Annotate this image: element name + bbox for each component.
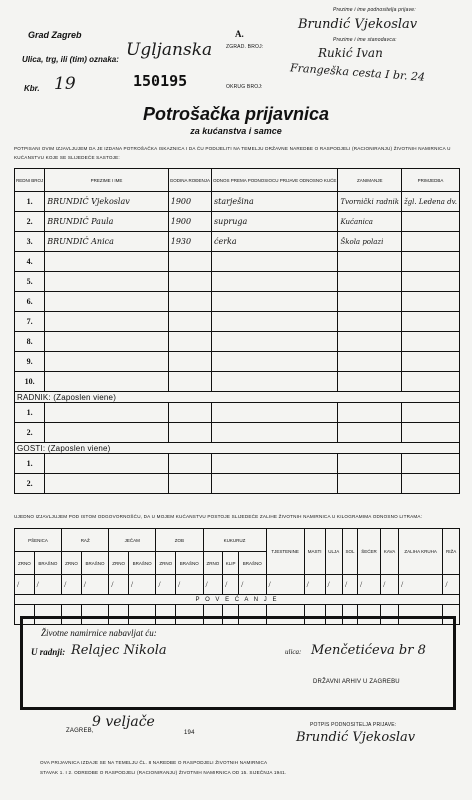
- person-relation: starješina: [212, 192, 338, 212]
- intro-text: POTPISANI OVIM IZJAVLJUJEM DA JE IZDANA POTROŠAČKA ISKAZNICA I DA ĆU PODIJELITI NA TEMELJU DRŽAVNE NAREDBE O RASPODJELI (RACIONIRANJU) ŽIVOTNIH NAMIRNICA U KUĆANSTVU KOJE SE SLIJEDEĆE SASTOJE:: [14, 146, 451, 160]
- person-row: [15, 352, 460, 372]
- street-label: Ulica, trg, ili (tim) oznaka:: [22, 55, 119, 64]
- stock-subheader: BRAŠNO: [176, 552, 203, 575]
- stock-header: RAŽ: [62, 529, 109, 552]
- house-no-label: Kbr.: [24, 84, 40, 93]
- section-a: A.: [235, 29, 244, 39]
- stock-increase-label: P O V E Ć A N J E: [15, 595, 460, 605]
- street-value: Ugljanska: [126, 40, 213, 60]
- shop-value: Relajec Nikola: [71, 643, 167, 658]
- person-name: BRUNDIĆ Paula: [45, 212, 168, 232]
- shop-label: U radnji:: [31, 647, 66, 657]
- stock-subheader: BRAŠNO: [128, 552, 155, 575]
- row-number: 7.: [15, 312, 45, 332]
- stock-header: SOL: [343, 529, 358, 575]
- stock-header: KAVA: [381, 529, 399, 575]
- address-handwritten: Frangeška cesta I br. 24: [289, 61, 426, 84]
- person-note: [401, 212, 459, 232]
- stock-header: ZOB: [156, 529, 203, 552]
- col-occupation: ZANIMANJE: [338, 169, 402, 192]
- row-number: 2.: [15, 212, 45, 232]
- person-row: [15, 232, 460, 252]
- city-label: Grad Zagreb: [28, 30, 82, 40]
- stock-header: RIŽA: [443, 529, 460, 575]
- form-title: Potrošačka prijavnica: [142, 104, 330, 124]
- stock-subheader: ZRNO: [203, 552, 223, 575]
- worker-section-label: RADNIK: (Zaposlen viene): [15, 392, 460, 403]
- stock-subheader: ZRNO: [109, 552, 129, 575]
- person-name: BRUNDIĆ Anica: [45, 232, 168, 252]
- landlord-label: Prezime i ime stanodavca:: [333, 37, 397, 43]
- year-suffix: 194: [184, 730, 195, 736]
- row-number: 5.: [15, 272, 45, 292]
- stock-statement: UJEDNO IZJAVLJUJEM POD ISTOM ODGOVORNOŠĆU, DA U MOJEM KUĆANSTVU POSTOJE SLIJEDEĆE ZALIHE ŽIVOTNIH NAMIRNICA U KILOGRAMIMA ODNOSNO LITRAMA:: [14, 514, 423, 519]
- person-occupation: Tvornički radnik: [338, 192, 402, 212]
- row-number: 8.: [15, 332, 45, 352]
- holder-label: Prezime i ime podnositelja prijave:: [333, 7, 416, 13]
- signature-label: POTPIS PODNOSITELJA PRIJAVE:: [310, 722, 397, 728]
- stock-table: PŠENICA RAŽ JEČAM ZOB KUKURUZ TJESTENINE MASTI ULJA SOL ŠEĆER KAVA ZALIHA KRUHA RIŽA ZRNO BRAŠNO ZRNO BRAŠNO ZRNO BRAŠNO ZRNO BRAŠNO ZRNO KLIP BRAŠNO / / / / / / / / / / / / / / / / / / / P O V E Ć A N J E: [14, 528, 460, 625]
- archive-stamp: DRŽAVNI ARHIV U ZAGREBU: [313, 679, 400, 685]
- row-number: 1.: [15, 192, 45, 212]
- footer-note-1: OVA PRIJAVNICA IZDAJE SE NA TEMELJU ČL. 8 NAREDBE O RASPODJELI ŽIVOTNIH NAMIRNICA: [40, 760, 268, 765]
- person-row: [15, 212, 460, 232]
- date-handwritten: 9 veljače: [92, 714, 155, 730]
- person-year: 1930: [168, 232, 211, 252]
- person-note: [401, 232, 459, 252]
- stock-header: KUKURUZ: [203, 529, 266, 552]
- person-year: 1900: [168, 212, 211, 232]
- row-number: 10.: [15, 372, 45, 392]
- supply-street-label: ulica:: [285, 648, 302, 656]
- stock-header: PŠENICA: [15, 529, 62, 552]
- person-row: [15, 252, 460, 272]
- supply-street-value: Menčetićeva br 8: [311, 643, 426, 658]
- col-year: GODINA ROĐENJA: [168, 169, 211, 192]
- holder-value: Brundić Vjekoslav: [298, 17, 418, 32]
- stock-subheader: ZRNO: [15, 552, 35, 575]
- guest-section-label: GOSTI: (Zaposlen viene): [15, 443, 460, 454]
- stock-header: MASTI: [304, 529, 325, 575]
- okrug-label: OKRUG BROJ:: [226, 84, 263, 90]
- col-name: PREZIME I IME: [45, 169, 168, 192]
- col-relation: ODNOS PREMA PODNOSIOCU PRIJAVE ODNOSNO KUĆE: [212, 169, 338, 192]
- supply-box: [20, 616, 456, 710]
- stock-header: ŠEĆER: [358, 529, 381, 575]
- person-relation: supruga: [212, 212, 338, 232]
- serial-number: 150195: [133, 72, 188, 90]
- row-number: 6.: [15, 292, 45, 312]
- stock-subheader: BRAŠNO: [81, 552, 108, 575]
- row-number: 4.: [15, 252, 45, 272]
- stock-header: ZALIHA KRUHA: [399, 529, 443, 575]
- stock-subheader: BRAŠNO: [239, 552, 266, 575]
- person-note: žgl. Ledena dv.: [401, 192, 459, 212]
- row-number: 3.: [15, 232, 45, 252]
- footer-note-2: STAVAK 1. I 2. ODREDBE O RASPODJELI (RACIONIRANJU) ŽIVOTNIH NAMIRNICA OD 15. SIJEČNJA 1941.: [40, 770, 287, 775]
- person-name: BRUNDIĆ Vjekoslav: [45, 192, 168, 212]
- person-row: [15, 272, 460, 292]
- stock-header: JEČAM: [109, 529, 156, 552]
- stock-subheader: ZRNO: [62, 552, 82, 575]
- person-row: [15, 312, 460, 332]
- landlord-value: Rukić Ivan: [318, 46, 383, 60]
- zgrada-label: ZGRAD. BROJ:: [226, 44, 264, 50]
- place-label: ZAGREB,: [66, 728, 94, 734]
- signature: Brundić Vjekoslav: [296, 730, 416, 745]
- stock-subheader: BRAŠNO: [34, 552, 61, 575]
- stock-header: TJESTENINE: [266, 529, 304, 575]
- persons-table: REDNI BROJ PREZIME I IME GODINA ROĐENJA ODNOS PREMA PODNOSIOCU PRIJAVE ODNOSNO KUĆE ZANIMANJE PRIMJEDBA 1. BRUNDIĆ Vjekoslav 1900 starješina Tvornički radnik žgl. Ledena dv. 2. BRUNDIĆ Paula 1900 supruga Kućanica 3. BRUNDIĆ Anica 1930 ćerka Škola polazi 4. 5. 6. 7. 8. 9. 10. RADNIK: (Zaposlen viene) 1. 2. GOSTI: (Zaposlen viene) 1. 2.: [14, 168, 460, 494]
- stock-subheader: KLIP: [223, 552, 239, 575]
- person-year: 1900: [168, 192, 211, 212]
- col-note: PRIMJEDBA: [401, 169, 459, 192]
- house-no-value: 19: [54, 74, 76, 94]
- form-subtitle: za kućanstva i samce: [190, 126, 282, 136]
- person-relation: ćerka: [212, 232, 338, 252]
- stock-subheader: ZRNO: [156, 552, 176, 575]
- stock-header: ULJA: [325, 529, 342, 575]
- supply-label: Životne namirnice nabavljat ću:: [41, 628, 157, 638]
- person-row: [15, 192, 460, 212]
- person-row: [15, 372, 460, 392]
- person-row: [15, 292, 460, 312]
- person-occupation: Kućanica: [338, 212, 402, 232]
- person-occupation: Škola polazi: [338, 232, 402, 252]
- col-redni: REDNI BROJ: [15, 169, 45, 192]
- person-row: [15, 332, 460, 352]
- row-number: 9.: [15, 352, 45, 372]
